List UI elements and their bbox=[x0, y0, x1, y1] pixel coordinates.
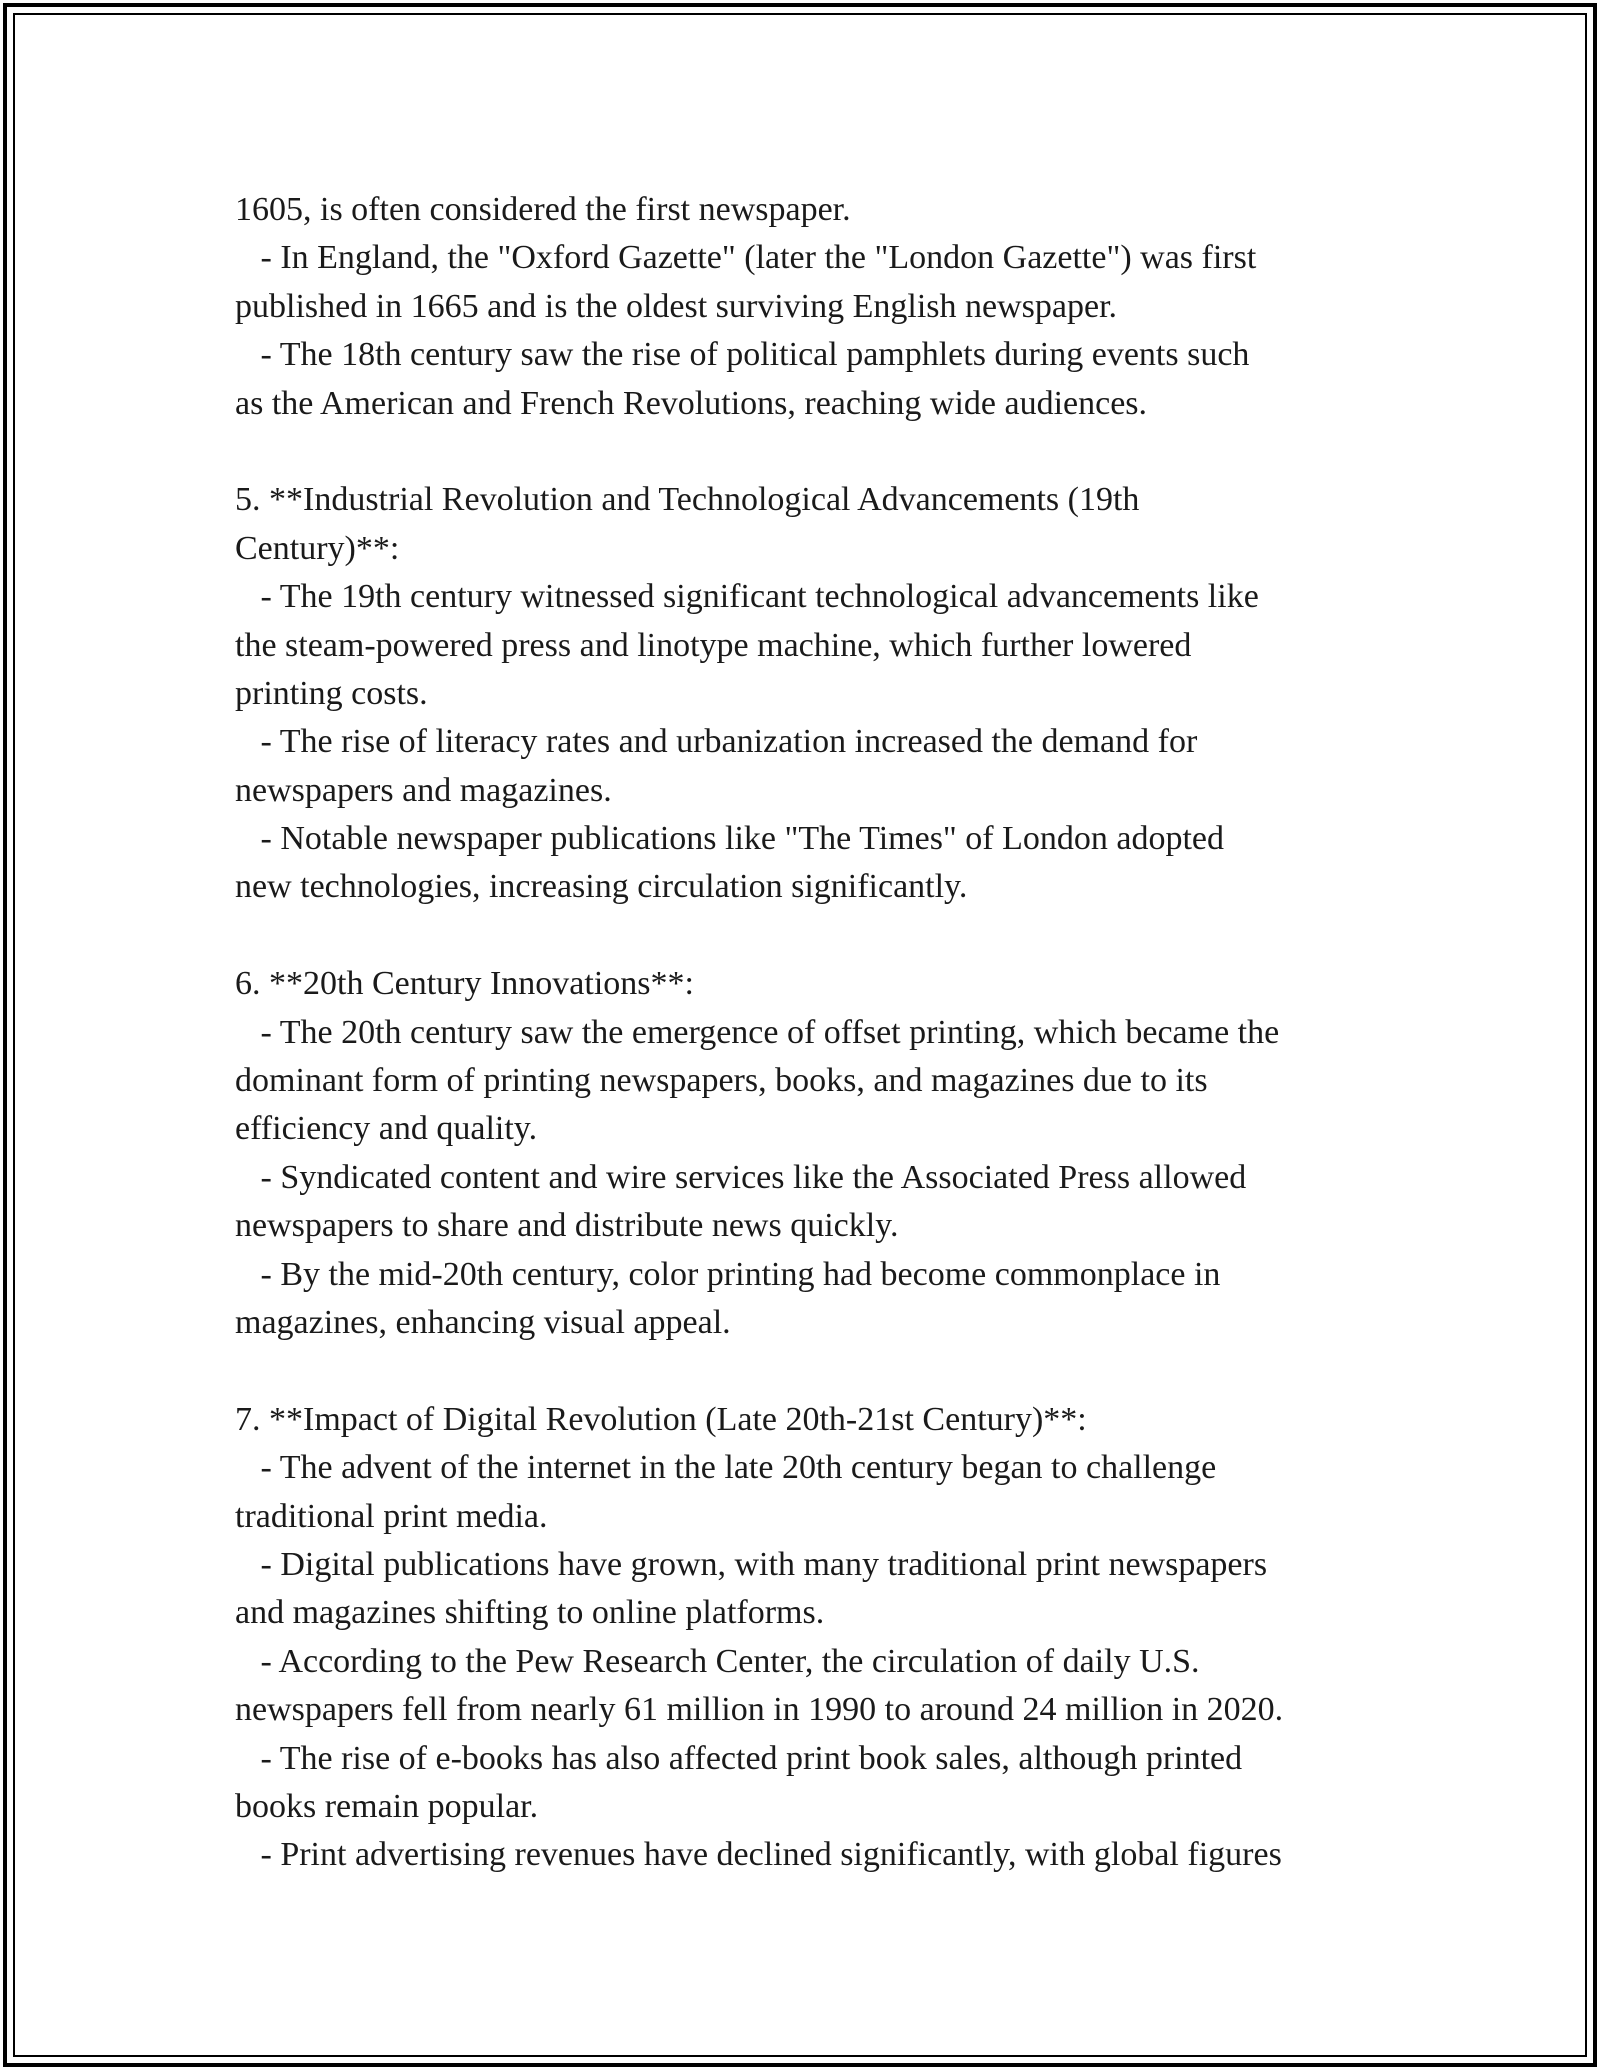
text-line: newspapers and magazines. bbox=[235, 771, 612, 809]
text-line: - The advent of the internet in the late 20th century began to challenge bbox=[235, 1449, 1217, 1487]
text-line: - Digital publications have grown, with many traditional print newspapers bbox=[235, 1545, 1268, 1583]
text-line: - The rise of e-books has also affected print book sales, although printed bbox=[235, 1739, 1243, 1777]
section-heading: 5. **Industrial Revolution and Technological Advancements (19th bbox=[235, 481, 1140, 519]
section-heading: 6. **20th Century Innovations**: bbox=[235, 965, 694, 1003]
text-line: the steam-powered press and linotype machine, which further lowered bbox=[235, 626, 1192, 664]
text-line: - The 18th century saw the rise of political pamphlets during events such bbox=[235, 336, 1250, 374]
text-line: published in 1665 and is the oldest surviving English newspaper. bbox=[235, 287, 1118, 325]
blank-line bbox=[235, 912, 1395, 960]
text-line: as the American and French Revolutions, reaching wide audiences. bbox=[235, 384, 1148, 422]
text-line: printing costs. bbox=[235, 674, 428, 712]
text-line: newspapers fell from nearly 61 million in 1990 to around 24 million in 2020. bbox=[235, 1691, 1284, 1729]
text-line: books remain popular. bbox=[235, 1787, 539, 1825]
blank-line bbox=[235, 1347, 1395, 1395]
text-line: - The rise of literacy rates and urbanization increased the demand for bbox=[235, 723, 1198, 761]
text-line: magazines, enhancing visual appeal. bbox=[235, 1303, 731, 1341]
blank-line bbox=[235, 428, 1395, 476]
text-line: dominant form of printing newspapers, books, and magazines due to its bbox=[235, 1062, 1208, 1100]
text-line: - By the mid-20th century, color printing had become commonplace in bbox=[235, 1255, 1221, 1293]
text-line: - According to the Pew Research Center, the circulation of daily U.S. bbox=[235, 1642, 1200, 1680]
text-line: - Notable newspaper publications like "The Times" of London adopted bbox=[235, 820, 1225, 858]
section-heading: 7. **Impact of Digital Revolution (Late 20th-21st Century)**: bbox=[235, 1400, 1087, 1438]
text-line: - In England, the "Oxford Gazette" (later the "London Gazette") was first bbox=[235, 239, 1257, 277]
text-line: - The 19th century witnessed significant technological advancements like bbox=[235, 578, 1259, 616]
text-line: - Print advertising revenues have declined significantly, with global figures bbox=[235, 1836, 1282, 1874]
text-line: and magazines shifting to online platforms. bbox=[235, 1594, 825, 1632]
text-line: 1605, is often considered the first newspaper. bbox=[235, 191, 851, 228]
text-line: new technologies, increasing circulation significantly. bbox=[235, 868, 968, 906]
document-body bbox=[235, 186, 1395, 1880]
text-line: traditional print media. bbox=[235, 1497, 548, 1535]
section-heading: Century)**: bbox=[235, 529, 400, 567]
text-line: - The 20th century saw the emergence of offset printing, which became the bbox=[235, 1013, 1280, 1051]
text-line: newspapers to share and distribute news quickly. bbox=[235, 1207, 899, 1245]
text-line: - Syndicated content and wire services like the Associated Press allowed bbox=[235, 1158, 1247, 1196]
text-line: efficiency and quality. bbox=[235, 1110, 538, 1148]
